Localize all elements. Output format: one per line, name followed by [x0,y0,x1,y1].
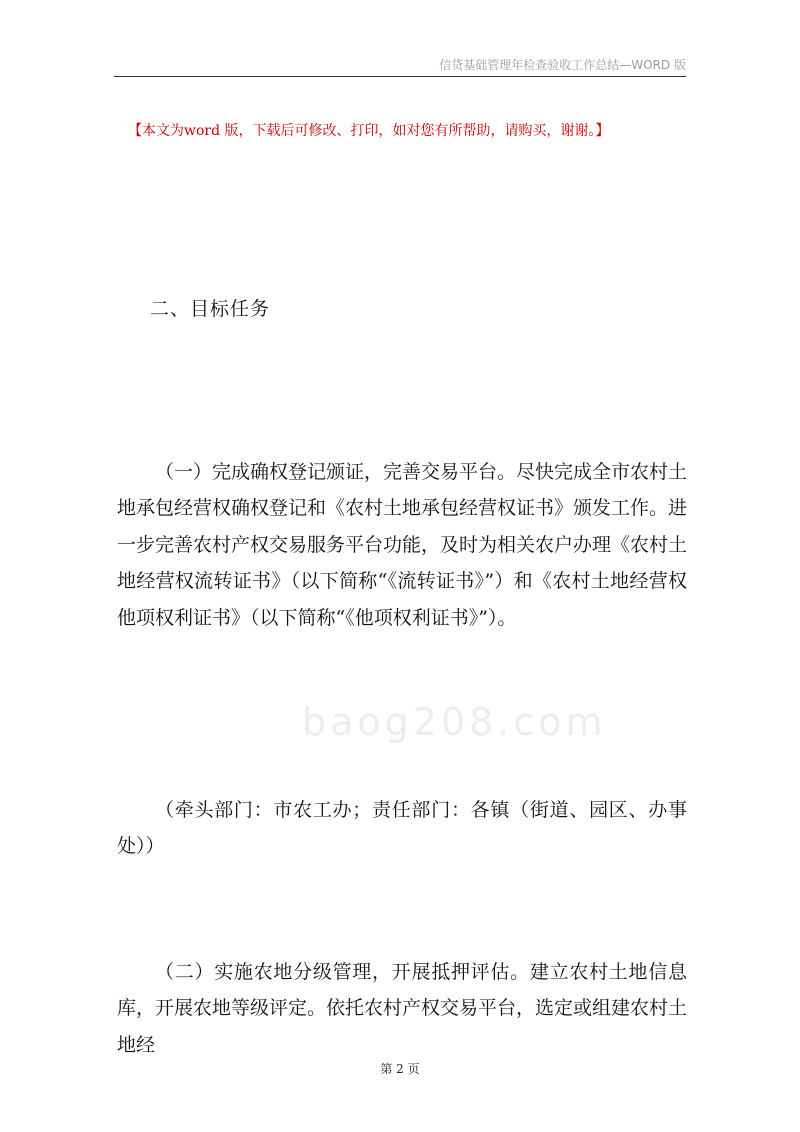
header-title: 信贷基础管理年检查验收工作总结—WORD 版 [439,58,686,72]
section-heading: 二、目标任务 [150,298,271,320]
page-number: 第 2 页 [380,1062,420,1076]
paragraph-responsible-departments: （牵头部门：市农工办；责任部门：各镇（街道、园区、办事处）） [117,799,687,858]
watermark: baog208.com [302,700,607,744]
paragraph-task-two: （二）实施农地分级管理，开展抵押评估。建立农村土地信息库，开展农地等级评定。依托农村产权交易平台，选定或组建农村土地经 [117,961,688,1056]
purchase-notice: 【本文为word 版，下载后可修改、打印，如对您有所帮助，请购买，谢谢。】 [128,123,610,139]
page-header [114,54,686,77]
paragraph-task-one: （一）完成确权登记颁证，完善交易平台。尽快完成全市农村土地承包经营权确权登记和《农村土地承包经营权证书》颁发工作。进一步完善农村产权交易服务平台功能，及时为相关农户办理《农村土地经营权流转证书》（以下简称“《流转证书》”）和《农村土地经营权他项权利证书》（以下简称“《他项权利证书》”）。 [117,461,688,629]
